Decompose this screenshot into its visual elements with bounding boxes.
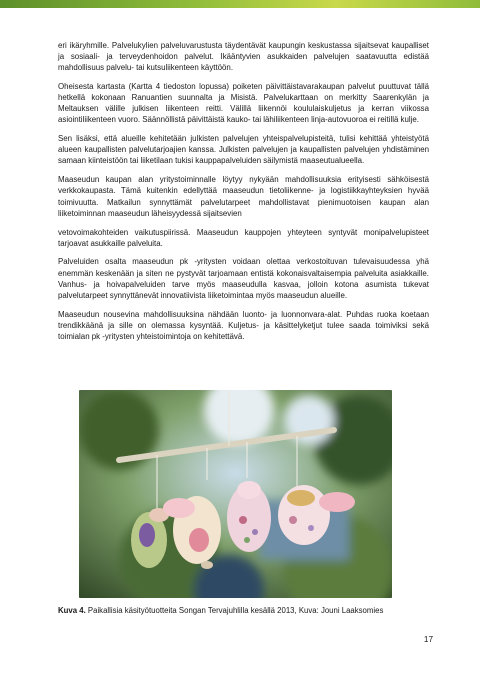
paragraph-2: Oheisesta kartasta (Kartta 4 tiedoston lopussa) poiketen päivittäistavarakaupan palvelut puuttuvat tällä hetkellä kokonaan Ranuantien suunnalta ja Misistä. Palvelukarttaan on merkitty Saarenkylän ja Meltauksen välille julkisen liikenteen reitti. Välillä liikennöi koululaiskuljetus ja kerran viikossa asiointiliikenteen vuoro. Säännöllistä päivittäistä kauko- tai lähiliikenteen linja-autovuoroa ei reitillä kulje. [58, 82, 429, 125]
page-number: 17 [423, 635, 433, 644]
header-bar [0, 0, 480, 8]
paragraph-1: eri ikäryhmille. Palvelukylien palveluvarustusta täydentävät kaupungin keskustassa sijaitsevat kaupalliset ja sosiaali- ja terveydenhoidon palvelut. Ikääntyvien asukkaiden palvelujen saatavuutta edistää mahdollisuus palvelu- tai kutsuliikenteen käyttöön. [58, 41, 429, 73]
caption-text: Paikallisia käsityötuotteita Songan Tervajuhlilla kesällä 2013, Kuva: Jouni Laaksomies [85, 606, 384, 615]
figure-caption [58, 605, 438, 616]
paragraph-5: vetovoimakohteiden vaikutuspiirissä. Maaseudun kauppojen yhteyteen syntyvät monipalvelupisteet tarjoavat asukkaille palveluita. [58, 227, 429, 248]
paragraph-3: Sen lisäksi, että alueille kehitetään julkisten palvelujen yhteispalvelupisteitä, tulisi kehittää yhteistyötä alueen kaupallisten palvelutarjoajien kanssa. Julkisten palvelujen ja kaupallisten palvelujen yhdistäminen samaan kiinteistöön tai liiketilaan tukisi kauppapalveluiden säilymistä maaseutualueella. [58, 134, 429, 166]
paragraph-4: Maaseudun kaupan alan yritystoiminnalle löytyy nykyään mahdollisuuksia erityisesti sähköisestä verkkokaupasta. Tämä kuitenkin edellyttää maaseudun tietoliikenne- ja logistiikkayhteyksien hyvää toimivuutta. Matkailun synnyttämät palvelutarpeet mahdollistavat pienimuotoisen kaupan alan liiketoiminnan maaseudun läheisyydessä sijaitsevien [58, 175, 429, 218]
photo-illustration [79, 390, 392, 598]
body-text [58, 40, 429, 350]
caption-label: Kuva 4. [58, 606, 86, 615]
paragraph-7: Maaseudun nousevina mahdollisuuksina nähdään luonto- ja luonnonvara-alat. Puhdas ruoka koetaan trendikkäänä ja sille on olemassa kysyntää. Kuljetus- ja käsittelyketjut tulee saada toimiviksi sekä toimialan pk -yritysten yhteistoimintoja on kehitettävä. [58, 309, 429, 341]
paragraph-6: Palveluiden osalta maaseudun pk -yritysten voidaan olettaa verkostoituvan tulevaisuudessa yhä enemmän keskenään ja siten ne pystyvät tarjoamaan entistä kokonaisvaltaisempia palveluita asiakkaille. Vanhus- ja hoivapalveluiden tarve myös maaseudulla kasvaa, jolloin kotona asumista tukevat palvelutarpeet synnyttänevät innovatiivista liiketoimintaa myös maaseudun alueille. [58, 257, 429, 300]
handicraft-photo [79, 390, 392, 598]
